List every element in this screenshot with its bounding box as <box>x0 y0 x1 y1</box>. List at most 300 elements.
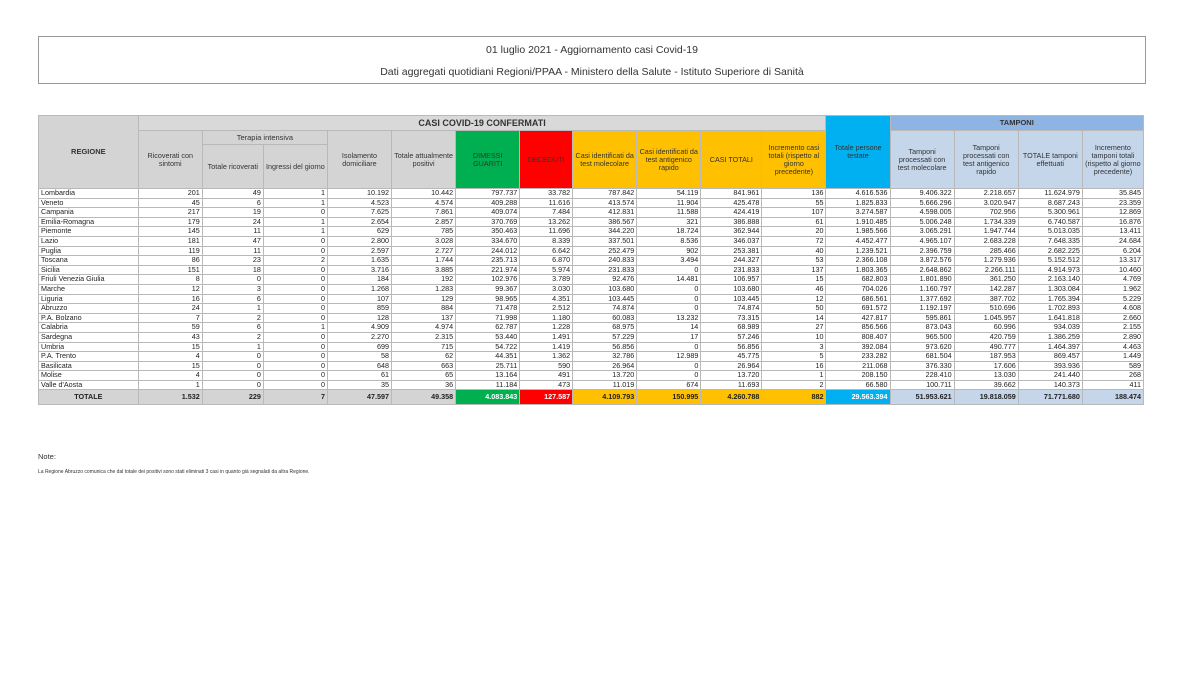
table-row <box>39 304 1144 314</box>
cell-value: 595.861 <box>890 313 954 323</box>
region-name: Calabria <box>39 323 139 333</box>
cell-value: 473 <box>520 380 573 390</box>
cell-value: 334.670 <box>456 236 520 246</box>
region-name: Piemonte <box>39 227 139 237</box>
col-molecolare: Casi identificati da test molecolare <box>573 131 637 189</box>
col-regione: REGIONE <box>39 116 139 189</box>
cell-value: 228.410 <box>890 371 954 381</box>
cell-value: 704.026 <box>826 284 890 294</box>
table-row <box>39 371 1144 381</box>
cell-value: 1.464.397 <box>1018 342 1082 352</box>
cell-value: 0 <box>263 208 327 218</box>
table-row <box>39 342 1144 352</box>
cell-value: 181 <box>138 236 202 246</box>
cell-value: 3.020.947 <box>954 198 1018 208</box>
cell-value: 4 <box>138 352 202 362</box>
cell-value: 3.494 <box>637 256 701 266</box>
cell-value: 142.287 <box>954 284 1018 294</box>
cell-value: 808.407 <box>826 332 890 342</box>
total-value: 71.771.680 <box>1018 390 1082 405</box>
table-row <box>39 275 1144 285</box>
cell-value: 2.512 <box>520 304 573 314</box>
cell-value: 11.696 <box>520 227 573 237</box>
cell-value: 56.856 <box>573 342 637 352</box>
table-row <box>39 380 1144 390</box>
cell-value: 17 <box>637 332 701 342</box>
total-value: 47.597 <box>327 390 391 405</box>
cell-value: 5.300.961 <box>1018 208 1082 218</box>
cell-value: 1.962 <box>1082 284 1143 294</box>
cell-value: 4.914.973 <box>1018 265 1082 275</box>
cell-value: 425.478 <box>701 198 762 208</box>
cell-value: 184 <box>327 275 391 285</box>
cell-value: 14 <box>637 323 701 333</box>
cell-value: 629 <box>327 227 391 237</box>
cell-value: 1.045.957 <box>954 313 1018 323</box>
col-tamponi-incremento: Incremento tamponi totali (rispetto al giorno precedente) <box>1082 131 1143 189</box>
cell-value: 424.419 <box>701 208 762 218</box>
table-row <box>39 352 1144 362</box>
cell-value: 140.373 <box>1018 380 1082 390</box>
cell-value: 102.976 <box>456 275 520 285</box>
notes-text: La Regione Abruzzo comunica che dal totale dei positivi sono stati eliminati 3 casi in quanto già segnalati da altra Regione. <box>38 469 310 475</box>
cell-value: 57.246 <box>701 332 762 342</box>
cell-value: 57.229 <box>573 332 637 342</box>
cell-value: 1 <box>138 380 202 390</box>
cell-value: 841.961 <box>701 189 762 199</box>
cell-value: 68.989 <box>701 323 762 333</box>
cell-value: 268 <box>1082 371 1143 381</box>
cell-value: 2.654 <box>327 217 391 227</box>
region-name: Emilia-Romagna <box>39 217 139 227</box>
cell-value: 321 <box>637 217 701 227</box>
cell-value: 1.377.692 <box>890 294 954 304</box>
cell-value: 0 <box>263 313 327 323</box>
total-value: 150.995 <box>637 390 701 405</box>
col-terapia-intensiva: Terapia intensiva <box>202 131 327 145</box>
cell-value: 2.163.140 <box>1018 275 1082 285</box>
total-value: 229 <box>202 390 263 405</box>
cell-value: 129 <box>392 294 456 304</box>
cell-value: 856.566 <box>826 323 890 333</box>
cell-value: 11.019 <box>573 380 637 390</box>
col-persone-testate: Totale persone testate <box>826 116 890 189</box>
col-casi-totali: CASI TOTALI <box>701 131 762 189</box>
cell-value: 39.662 <box>954 380 1018 390</box>
cell-value: 2.857 <box>392 217 456 227</box>
cell-value: 13.164 <box>456 371 520 381</box>
cell-value: 0 <box>263 294 327 304</box>
cell-value: 873.043 <box>890 323 954 333</box>
region-name: Valle d'Aosta <box>39 380 139 390</box>
cell-value: 128 <box>327 313 391 323</box>
table-row <box>39 208 1144 218</box>
cell-value: 192 <box>392 275 456 285</box>
cell-value: 13.720 <box>573 371 637 381</box>
cell-value: 13.317 <box>1082 256 1143 266</box>
total-value: 882 <box>762 390 826 405</box>
cell-value: 1.192.197 <box>890 304 954 314</box>
cell-value: 1.947.744 <box>954 227 1018 237</box>
region-name: P.A. Bolzano <box>39 313 139 323</box>
cell-value: 231.833 <box>573 265 637 275</box>
cell-value: 45 <box>138 198 202 208</box>
cell-value: 10 <box>762 332 826 342</box>
cell-value: 9.406.322 <box>890 189 954 199</box>
cell-value: 56.856 <box>701 342 762 352</box>
cell-value: 715 <box>392 342 456 352</box>
cell-value: 1 <box>762 371 826 381</box>
region-name: Marche <box>39 284 139 294</box>
cell-value: 3.028 <box>392 236 456 246</box>
cell-value: 6.204 <box>1082 246 1143 256</box>
cell-value: 0 <box>263 332 327 342</box>
cell-value: 107 <box>762 208 826 218</box>
cell-value: 3.030 <box>520 284 573 294</box>
total-value: 19.818.059 <box>954 390 1018 405</box>
cell-value: 1.283 <box>392 284 456 294</box>
cell-value: 59 <box>138 323 202 333</box>
cell-value: 590 <box>520 361 573 371</box>
cell-value: 1.734.339 <box>954 217 1018 227</box>
cell-value: 27 <box>762 323 826 333</box>
cell-value: 686.561 <box>826 294 890 304</box>
cell-value: 2.890 <box>1082 332 1143 342</box>
table-row <box>39 217 1144 227</box>
cell-value: 65 <box>392 371 456 381</box>
cell-value: 201 <box>138 189 202 199</box>
cell-value: 3 <box>202 284 263 294</box>
region-name: Friuli Venezia Giulia <box>39 275 139 285</box>
cell-value: 2.396.759 <box>890 246 954 256</box>
cell-value: 217 <box>138 208 202 218</box>
cell-value: 1.419 <box>520 342 573 352</box>
cell-value: 3.274.587 <box>826 208 890 218</box>
cell-value: 1.228 <box>520 323 573 333</box>
cell-value: 3.789 <box>520 275 573 285</box>
cell-value: 0 <box>202 361 263 371</box>
cell-value: 12.989 <box>637 352 701 362</box>
cell-value: 7.625 <box>327 208 391 218</box>
cell-value: 1 <box>263 227 327 237</box>
cell-value: 8.536 <box>637 236 701 246</box>
total-value: 29.563.394 <box>826 390 890 405</box>
cell-value: 1.303.084 <box>1018 284 1082 294</box>
cell-value: 35 <box>327 380 391 390</box>
cell-value: 0 <box>263 371 327 381</box>
cell-value: 965.500 <box>890 332 954 342</box>
cell-value: 106.957 <box>701 275 762 285</box>
cell-value: 350.463 <box>456 227 520 237</box>
total-value: 49.358 <box>392 390 456 405</box>
cell-value: 14 <box>762 313 826 323</box>
region-name: Sardegna <box>39 332 139 342</box>
cell-value: 187.953 <box>954 352 1018 362</box>
region-name: Sicilia <box>39 265 139 275</box>
cell-value: 13.720 <box>701 371 762 381</box>
cell-value: 0 <box>637 265 701 275</box>
cell-value: 1.160.797 <box>890 284 954 294</box>
cell-value: 1.635 <box>327 256 391 266</box>
cell-value: 0 <box>263 236 327 246</box>
cell-value: 49 <box>202 189 263 199</box>
cell-value: 66.580 <box>826 380 890 390</box>
cell-value: 0 <box>263 246 327 256</box>
region-name: Basilicata <box>39 361 139 371</box>
cell-value: 869.457 <box>1018 352 1082 362</box>
col-positivi: Totale attualmente positivi <box>392 131 456 189</box>
cell-value: 1 <box>263 198 327 208</box>
cell-value: 36 <box>392 380 456 390</box>
cell-value: 2 <box>762 380 826 390</box>
cell-value: 787.842 <box>573 189 637 199</box>
region-name: Liguria <box>39 294 139 304</box>
cell-value: 24 <box>202 217 263 227</box>
cell-value: 0 <box>263 284 327 294</box>
cell-value: 2 <box>202 332 263 342</box>
cell-value: 6 <box>202 198 263 208</box>
cell-value: 240.833 <box>573 256 637 266</box>
cell-value: 11 <box>202 227 263 237</box>
cell-value: 11.624.979 <box>1018 189 1082 199</box>
table-row <box>39 227 1144 237</box>
cell-value: 74.874 <box>701 304 762 314</box>
cell-value: 409.288 <box>456 198 520 208</box>
cell-value: 1.985.566 <box>826 227 890 237</box>
total-value: 127.587 <box>520 390 573 405</box>
cell-value: 10.442 <box>392 189 456 199</box>
cell-value: 15 <box>138 342 202 352</box>
cell-value: 702.956 <box>954 208 1018 218</box>
cell-value: 13.232 <box>637 313 701 323</box>
cell-value: 4.965.107 <box>890 236 954 246</box>
cell-value: 1 <box>263 189 327 199</box>
region-name: Toscana <box>39 256 139 266</box>
cell-value: 0 <box>263 352 327 362</box>
cell-value: 3.872.576 <box>890 256 954 266</box>
cell-value: 2 <box>202 313 263 323</box>
cell-value: 1.386.259 <box>1018 332 1082 342</box>
cell-value: 11.693 <box>701 380 762 390</box>
cell-value: 179 <box>138 217 202 227</box>
cell-value: 18.724 <box>637 227 701 237</box>
cell-value: 0 <box>202 380 263 390</box>
cell-value: 7.648.335 <box>1018 236 1082 246</box>
cell-value: 103.445 <box>573 294 637 304</box>
cell-value: 211.068 <box>826 361 890 371</box>
cell-value: 859 <box>327 304 391 314</box>
cell-value: 376.330 <box>890 361 954 371</box>
cell-value: 68.975 <box>573 323 637 333</box>
cell-value: 6 <box>202 294 263 304</box>
cell-value: 2.682.225 <box>1018 246 1082 256</box>
cell-value: 1.239.521 <box>826 246 890 256</box>
cell-value: 20 <box>762 227 826 237</box>
cell-value: 1.491 <box>520 332 573 342</box>
cell-value: 0 <box>637 361 701 371</box>
cell-value: 44.351 <box>456 352 520 362</box>
total-label: TOTALE <box>39 390 139 405</box>
cell-value: 648 <box>327 361 391 371</box>
cell-value: 53.440 <box>456 332 520 342</box>
cell-value: 1.801.890 <box>890 275 954 285</box>
cell-value: 5.013.035 <box>1018 227 1082 237</box>
col-deceduti: DECEDUTI <box>520 131 573 189</box>
table-row <box>39 246 1144 256</box>
cell-value: 26.964 <box>701 361 762 371</box>
cell-value: 2.660 <box>1082 313 1143 323</box>
cell-value: 663 <box>392 361 456 371</box>
cell-value: 2.315 <box>392 332 456 342</box>
cell-value: 16 <box>762 361 826 371</box>
cell-value: 5 <box>762 352 826 362</box>
cell-value: 2.155 <box>1082 323 1143 333</box>
cell-value: 10.192 <box>327 189 391 199</box>
cell-value: 6.740.587 <box>1018 217 1082 227</box>
cell-value: 46 <box>762 284 826 294</box>
cell-value: 61 <box>762 217 826 227</box>
table-row <box>39 332 1144 342</box>
cell-value: 1 <box>263 217 327 227</box>
cell-value: 24 <box>138 304 202 314</box>
cell-value: 62.787 <box>456 323 520 333</box>
cell-value: 13.411 <box>1082 227 1143 237</box>
cell-value: 3 <box>762 342 826 352</box>
cell-value: 344.220 <box>573 227 637 237</box>
cell-value: 15 <box>138 361 202 371</box>
cell-value: 8.687.243 <box>1018 198 1082 208</box>
col-antigenico: Casi identificati da test antigenico rapido <box>637 131 701 189</box>
cell-value: 6.642 <box>520 246 573 256</box>
cell-value: 231.833 <box>701 265 762 275</box>
col-dimessi: DIMESSI GUARITI <box>456 131 520 189</box>
cell-value: 427.817 <box>826 313 890 323</box>
total-value: 1.532 <box>138 390 202 405</box>
cell-value: 4.974 <box>392 323 456 333</box>
cell-value: 0 <box>263 342 327 352</box>
cell-value: 86 <box>138 256 202 266</box>
cell-value: 589 <box>1082 361 1143 371</box>
report-source: Dati aggregati quotidiani Regioni/PPAA - Ministero della Salute - Istituto Superiore di Sanità <box>380 66 804 78</box>
cell-value: 253.381 <box>701 246 762 256</box>
cell-value: 55 <box>762 198 826 208</box>
table-row <box>39 323 1144 333</box>
cell-value: 785 <box>392 227 456 237</box>
cell-value: 1.449 <box>1082 352 1143 362</box>
cell-value: 2 <box>263 256 327 266</box>
cell-value: 0 <box>263 275 327 285</box>
table-row <box>39 284 1144 294</box>
cell-value: 18 <box>202 265 263 275</box>
cell-value: 412.831 <box>573 208 637 218</box>
cell-value: 252.479 <box>573 246 637 256</box>
cell-value: 4.909 <box>327 323 391 333</box>
cell-value: 1 <box>263 323 327 333</box>
cell-value: 393.936 <box>1018 361 1082 371</box>
cell-value: 145 <box>138 227 202 237</box>
table-row <box>39 361 1144 371</box>
cell-value: 62 <box>392 352 456 362</box>
col-ti-totale: Totale ricoverati <box>202 145 263 189</box>
cell-value: 6.870 <box>520 256 573 266</box>
cell-value: 60.083 <box>573 313 637 323</box>
cell-value: 103.680 <box>701 284 762 294</box>
total-value: 4.260.788 <box>701 390 762 405</box>
report-header <box>38 36 1146 84</box>
cell-value: 235.713 <box>456 256 520 266</box>
table-row <box>39 236 1144 246</box>
cell-value: 1 <box>202 342 263 352</box>
cell-value: 14.481 <box>637 275 701 285</box>
cell-value: 40 <box>762 246 826 256</box>
cell-value: 5.974 <box>520 265 573 275</box>
cell-value: 5.006.248 <box>890 217 954 227</box>
cell-value: 2.270 <box>327 332 391 342</box>
cell-value: 4.769 <box>1082 275 1143 285</box>
cell-value: 11.588 <box>637 208 701 218</box>
cell-value: 0 <box>263 361 327 371</box>
cell-value: 674 <box>637 380 701 390</box>
cell-value: 0 <box>637 284 701 294</box>
total-value: 4.109.793 <box>573 390 637 405</box>
cell-value: 0 <box>202 275 263 285</box>
cell-value: 973.620 <box>890 342 954 352</box>
cell-value: 5.666.296 <box>890 198 954 208</box>
col-tamponi-molecolare: Tamponi processati con test molecolare <box>890 131 954 189</box>
region-name: Puglia <box>39 246 139 256</box>
cell-value: 1.803.365 <box>826 265 890 275</box>
group-tamponi: TAMPONI <box>890 116 1143 131</box>
cell-value: 58 <box>327 352 391 362</box>
cell-value: 11.904 <box>637 198 701 208</box>
cell-value: 99.367 <box>456 284 520 294</box>
cell-value: 691.572 <box>826 304 890 314</box>
cell-value: 1.744 <box>392 256 456 266</box>
cell-value: 32.786 <box>573 352 637 362</box>
cell-value: 61 <box>327 371 391 381</box>
cell-value: 1.279.936 <box>954 256 1018 266</box>
cell-value: 370.769 <box>456 217 520 227</box>
cell-value: 4.598.005 <box>890 208 954 218</box>
cell-value: 0 <box>263 304 327 314</box>
cell-value: 11.616 <box>520 198 573 208</box>
region-name: Veneto <box>39 198 139 208</box>
group-casi-confermati: CASI COVID-19 CONFERMATI <box>138 116 826 131</box>
cell-value: 1.825.833 <box>826 198 890 208</box>
cell-value: 699 <box>327 342 391 352</box>
cell-value: 1.641.818 <box>1018 313 1082 323</box>
cell-value: 15 <box>762 275 826 285</box>
covid-data-table <box>38 115 1144 405</box>
cell-value: 361.250 <box>954 275 1018 285</box>
col-incremento: Incremento casi totali (rispetto al giorno precedente) <box>762 131 826 189</box>
cell-value: 362.944 <box>701 227 762 237</box>
cell-value: 16 <box>138 294 202 304</box>
cell-value: 2.218.657 <box>954 189 1018 199</box>
cell-value: 8 <box>138 275 202 285</box>
cell-value: 1.910.485 <box>826 217 890 227</box>
cell-value: 17.606 <box>954 361 1018 371</box>
cell-value: 337.501 <box>573 236 637 246</box>
cell-value: 411 <box>1082 380 1143 390</box>
cell-value: 6 <box>202 323 263 333</box>
table-row <box>39 198 1144 208</box>
cell-value: 16.876 <box>1082 217 1143 227</box>
cell-value: 0 <box>637 371 701 381</box>
total-value: 4.083.843 <box>456 390 520 405</box>
col-tamponi-totale: TOTALE tamponi effettuati <box>1018 131 1082 189</box>
cell-value: 137 <box>392 313 456 323</box>
